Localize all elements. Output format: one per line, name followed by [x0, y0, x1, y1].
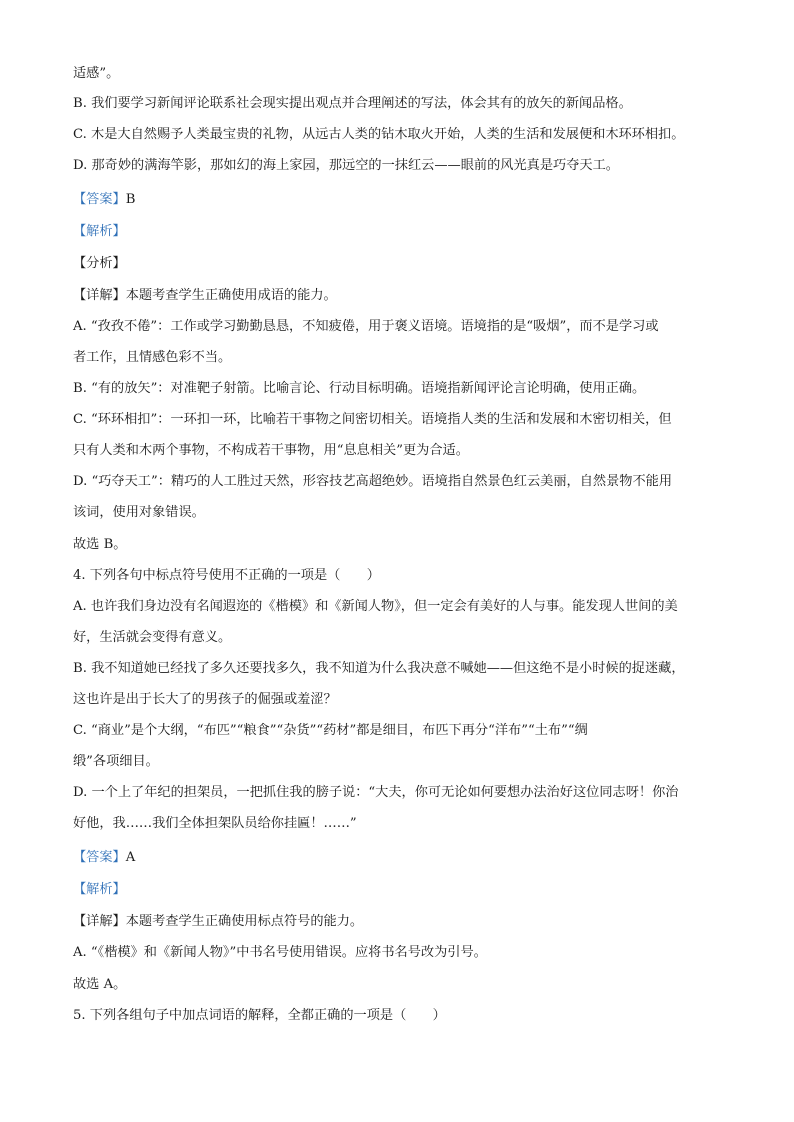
q3-conclusion: 故选 B。 — [73, 537, 127, 552]
q3-detail-d-line2: 该词，使用对象错误。 — [73, 505, 205, 520]
answer-value: A — [125, 850, 136, 865]
q3-fenxi-tag: 【分析】 — [73, 256, 126, 271]
q3-detail-b: B. “有的放矢”：对准靶子射箭。比喻言论、行动目标明确。语境指新闻评论言论明确，使用正确。 — [73, 381, 646, 396]
q4-answer — [73, 848, 723, 868]
q4-option-b-line2: 这也许是出于长大了的男孩子的倔强或羞涩？ — [73, 692, 337, 707]
answer-value: B — [125, 192, 136, 207]
q4-option-a-line1: A. 也许我们身边没有名闻遐迩的《楷模》和《新闻人物》，但一定会有美好的人与事。能发现人世间的美 — [73, 599, 678, 614]
answer-tag: 【答案】 — [73, 192, 126, 207]
q4-conclusion: 故选 A。 — [73, 977, 127, 992]
q4-detail-a: A. “《楷模》和《新闻人物》”中书名号使用错误。应将书名号改为引号。 — [73, 945, 487, 960]
q3-detail-c-line1: C. “环环相扣”：一环扣一环，比喻若干事物之间密切相关。语境指人类的生活和发展和木密切相关，但 — [73, 412, 672, 427]
answer-tag: 【答案】 — [73, 850, 126, 865]
q3-analysis-tag: 【解析】 — [73, 224, 126, 239]
q3-option-c: C. 木是大自然赐予人类最宝贵的礼物，从远古人类的钻木取火开始，人类的生活和发展便和木环环相扣。 — [73, 127, 685, 142]
q3-detail-a-line2: 者工作，且情感色彩不当。 — [73, 350, 232, 365]
q4-option-a-line2: 好，生活就会变得有意义。 — [73, 630, 232, 645]
q3-detail-d-line1: D. “巧夺天工”：精巧的人工胜过天然，形容技艺高超绝妙。语境指自然景色红云美丽，自然景物不能用 — [73, 474, 673, 489]
q4-option-c-line1: C. “商业”是个大纲，“布匹”“粮食”“杂货”“药材”都是细目，布匹下再分“洋布”“土布”“绸 — [73, 723, 588, 738]
q4-analysis-tag: 【解析】 — [73, 882, 126, 897]
q4-detail-intro: 【详解】本题考查学生正确使用标点符号的能力。 — [73, 914, 364, 929]
q3-detail-a-line1: A. “孜孜不倦”：工作或学习勤勤恳恳，不知疲倦，用于褒义语境。语境指的是“吸烟”，而不是学习或 — [73, 319, 659, 334]
q4-option-c-line2: 缎”各项细目。 — [73, 754, 159, 769]
q3-option-a-continuation: 适感”。 — [73, 66, 120, 81]
q4-option-d-line2: 好他，我……我们全体担架队员给你挂匾！……” — [73, 816, 357, 831]
q3-option-d: D. 那奇妙的满海竿影，那如幻的海上家园，那远空的一抹红云——眼前的风光真是巧夺天工。 — [73, 158, 619, 173]
q5-stem: 5. 下列各组句子中加点词语的解释，全都正确的一项是（ ） — [73, 1008, 446, 1023]
q3-detail-intro: 【详解】本题考查学生正确使用成语的能力。 — [73, 288, 337, 303]
q4-option-b-line1: B. 我不知道她已经找了多久还要找多久，我不知道为什么我决意不喊她——但这绝不是小时候的捉迷藏， — [73, 661, 685, 676]
q3-answer — [73, 190, 723, 210]
q4-stem: 4. 下列各句中标点符号使用不正确的一项是（ ） — [73, 568, 380, 583]
q3-option-b: B. 我们要学习新闻评论联系社会现实提出观点并合理阐述的写法，体会其有的放矢的新闻品格。 — [73, 96, 632, 111]
q3-detail-c-line2: 只有人类和木两个事物，不构成若干事物，用“息息相关”更为合适。 — [73, 443, 469, 458]
q4-option-d-line1: D. 一个上了年纪的担架员，一把抓住我的膀子说：“大夫，你可无论如何要想办法治好这位同志呀！你治 — [73, 785, 679, 800]
